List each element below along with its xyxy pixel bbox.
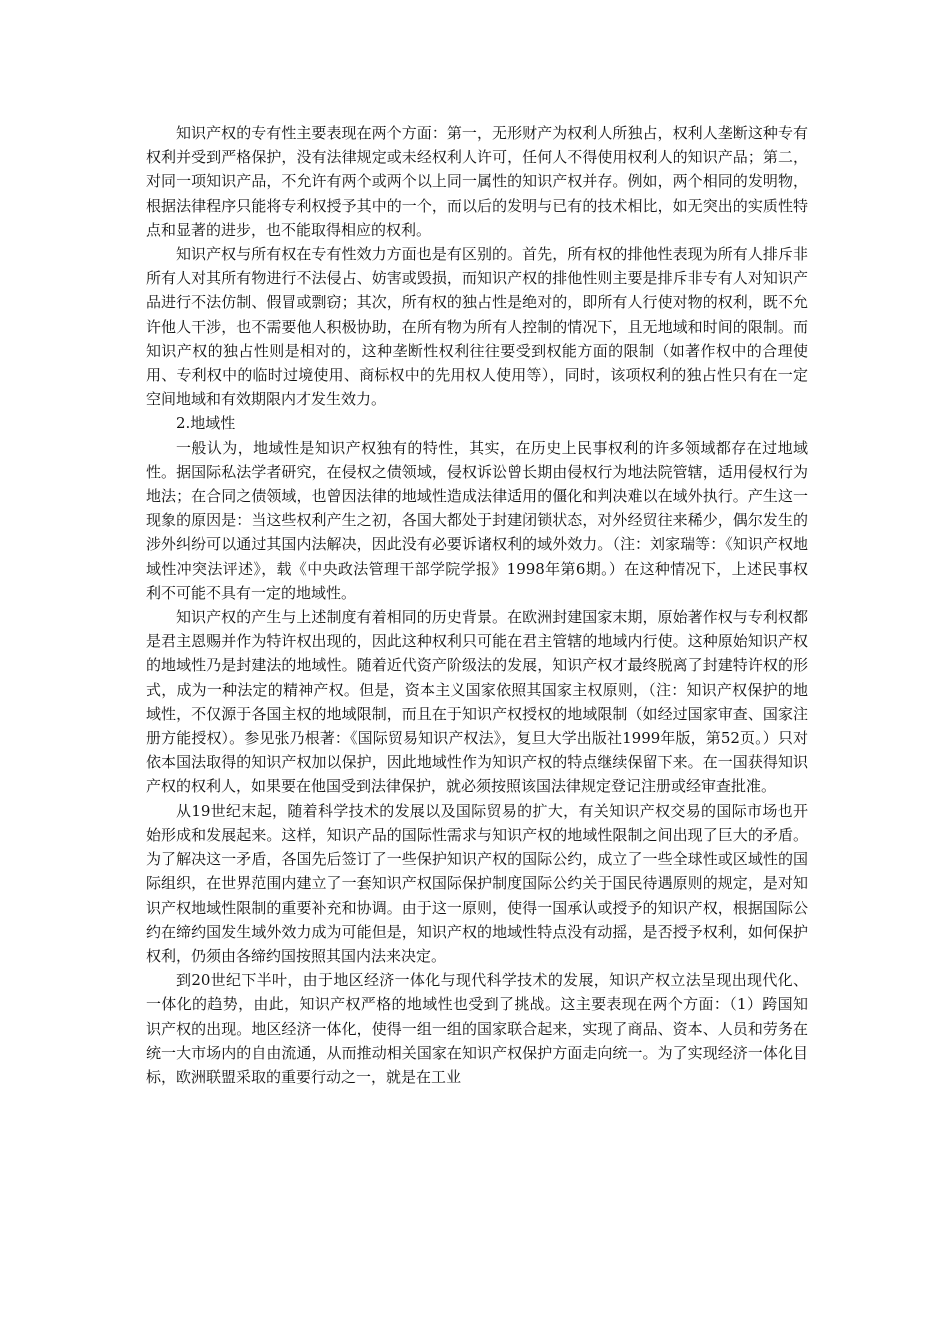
document-page — [146, 121, 808, 1089]
paragraph-exclusivity-aspects: 知识产权的专有性主要表现在两个方面：第一，无形财产为权利人所独占，权利人垄断这种专有权利并受到严格保护，没有法律规定或未经权利人许可，任何人不得使用权利人的知识产品；第二，对同一项知识产品，不允许有两个或两个以上同一属性的知识产权并存。例如，两个相同的发明物，根据法律程序只能将专利权授予其中的一个，而以后的发明与已有的技术相比，如无突出的实质性特点和显著的进步，也不能取得相应的权利。 — [146, 124, 808, 239]
paragraph-exclusivity-vs-ownership: 知识产权与所有权在专有性效力方面也是有区别的。首先，所有权的排他性表现为所有人排斥非所有人对其所有物进行不法侵占、妨害或毁损，而知识产权的排他性则主要是排斥非专有人对知识产品进行不法仿制、假冒或剽窃；其次，所有权的独占性是绝对的，即所有人行使对物的权利，既不允许他人干涉，也不需要他人积极协助，在所有物为所有人控制的情况下，且无地域和时间的限制。而知识产权的独占性则是相对的，这种垄断性权利往往要受到权能方面的限制（如著作权中的合理使用、专利权中的临时过境使用、商标权中的先用权人使用等），同时，该项权利的独占性只有在一定空间地域和有效期限内才发生效力。 — [146, 245, 808, 409]
section-heading-territoriality: 2.地域性 — [176, 414, 236, 433]
paragraph-historical-background: 知识产权的产生与上述制度有着相同的历史背景。在欧洲封建国家末期，原始著作权与专利权都是君主恩赐并作为特许权出现的，因此这种权利只可能在君主管辖的地域内行使。这种原始知识产权的地域性乃是封建法的地域性。随着近代资产阶级法的发展，知识产权才最终脱离了封建特许权的形式，成为一种法定的精神产权。但是，资本主义国家依照其国家主权原则，（注：知识产权保护的地域性，不仅源于各国主权的地域限制，而且在于知识产权授权的地域限制（如经过国家审查、国家注册方能授权）。参见张乃根著：《国际贸易知识产权法》，复旦大学出版社1999年版，第52页。）只对依本国法取得的知识产权加以保护，因此地域性作为知识产权的特点继续保留下来。在一国获得知识产权的权利人，如果要在他国受到法律保护，就必须按照该国法律规定登记注册或经审查批准。 — [146, 608, 808, 796]
paragraph-territoriality-general: 一般认为，地域性是知识产权独有的特性，其实，在历史上民事权利的许多领域都存在过地域性。据国际私法学者研究，在侵权之债领域，侵权诉讼曾长期由侵权行为地法院管辖，适用侵权行为地法；在合同之债领域，也曾因法律的地域性造成法律适用的僵化和判决难以在域外执行。产生这一现象的原因是：当这些权利产生之初，各国大都处于封建闭锁状态，对外经贸往来稀少，偶尔发生的涉外纠纷可以通过其国内法解决，因此没有必要诉诸权利的域外效力。（注：刘家瑞等：《知识产权地域性冲突法评述》，载《中央政法管理干部学院学报》1998年第6期。）在这种情况下，上述民事权利不可能不具有一定的地域性。 — [146, 438, 808, 602]
paragraph-regional-integration: 到20世纪下半叶，由于地区经济一体化与现代科学技术的发展，知识产权立法呈现出现代化、一体化的趋势，由此，知识产权严格的地域性也受到了挑战。这主要表现在两个方面：（1）跨国知识产权的出现。地区经济一体化，使得一组一组的国家联合起来，实现了商品、资本、人员和劳务在统一大市场内的自由流通，从而推动相关国家在知识产权保护方面走向统一。为了实现经济一体化目标，欧洲联盟采取的重要行动之一，就是在工业 — [146, 971, 808, 1086]
paragraph-international-conventions: 从19世纪末起，随着科学技术的发展以及国际贸易的扩大，有关知识产权交易的国际市场也开始形成和发展起来。这样，知识产品的国际性需求与知识产权的地域性限制之间出现了巨大的矛盾。为了解决这一矛盾，各国先后签订了一些保护知识产权的国际公约，成立了一些全球性或区域性的国际组织，在世界范围内建立了一套知识产权国际保护制度国际公约关于国民待遇原则的规定，是对知识产权地域性限制的重要补充和协调。由于这一原则，使得一国承认或授予的知识产权，根据国际公约在缔约国发生域外效力成为可能但是，知识产权的地域性特点没有动摇，是否授予权利，如何保护权利，仍须由各缔约国按照其国内法来决定。 — [146, 801, 808, 965]
